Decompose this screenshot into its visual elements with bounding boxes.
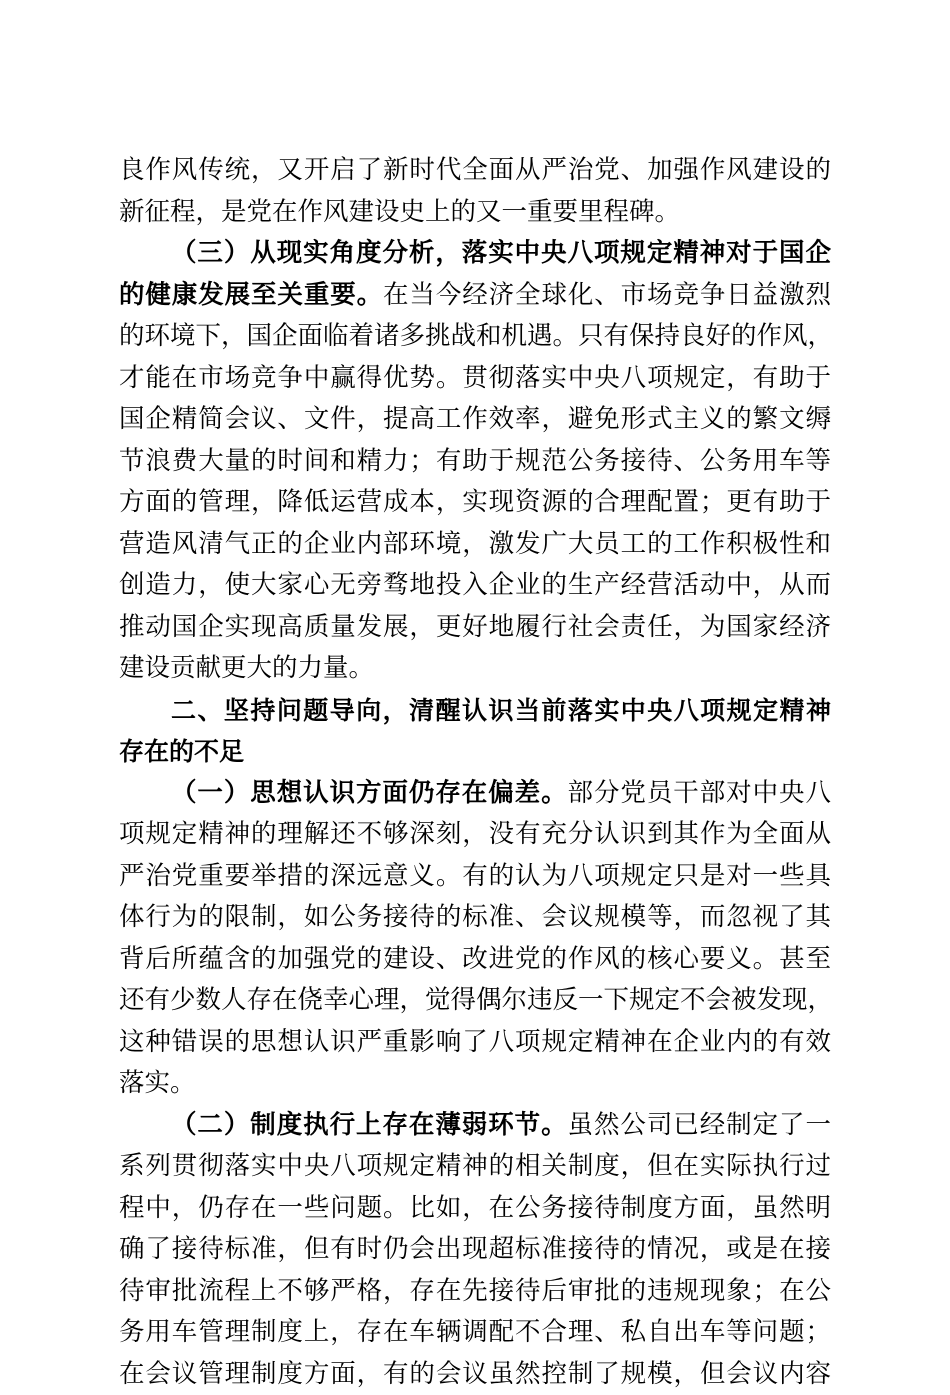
text-line: 节浪费大量的时间和精力；有助于规范公务接待、公务用车等 [119, 441, 831, 483]
paragraph-subsection-1 [119, 773, 831, 1105]
text-run: 在当今经济全球化、市场竞争日益激烈 [383, 280, 831, 310]
text-line: 良作风传统，又开启了新时代全面从严治党、加强作风建设的 [119, 150, 831, 192]
text-line: 务用车管理制度上，存在车辆调配不合理、私自出车等问题； [119, 1312, 831, 1354]
text-line: 体行为的限制，如公务接待的标准、会议规模等，而忽视了其 [119, 897, 831, 939]
text-line-bold: （三）从现实角度分析，落实中央八项规定精神对于国企 [119, 233, 831, 275]
bold-lead: （二）制度执行上存在薄弱环节。 [171, 1110, 568, 1140]
text-line: 在会议管理制度方面，有的会议虽然控制了规模，但会议内容 [119, 1354, 831, 1395]
text-line: 程中，仍存在一些问题。比如，在公务接待制度方面，虽然明 [119, 1188, 831, 1230]
paragraph-section-3 [119, 233, 831, 690]
text-line: 新征程，是党在作风建设史上的又一重要里程碑。 [119, 192, 831, 234]
text-run: 虽然公司已经制定了一 [568, 1110, 831, 1140]
text-line: 系列贯彻落实中央八项规定精神的相关制度，但在实际执行过 [119, 1146, 831, 1188]
text-line: 的环境下，国企面临着诸多挑战和机遇。只有保持良好的作风， [119, 316, 831, 358]
text-line [119, 275, 831, 317]
paragraph-continuation [119, 150, 831, 233]
text-line: 落实。 [119, 1063, 831, 1105]
text-line: 营造风清气正的企业内部环境，激发广大员工的工作积极性和 [119, 524, 831, 566]
text-line: 才能在市场竞争中赢得优势。贯彻落实中央八项规定，有助于 [119, 358, 831, 400]
text-line: 严治党重要举措的深远意义。有的认为八项规定只是对一些具 [119, 856, 831, 898]
text-line [119, 1105, 831, 1147]
heading-line: 存在的不足 [119, 731, 831, 773]
text-line: 方面的管理，降低运营成本，实现资源的合理配置；更有助于 [119, 482, 831, 524]
text-line: 国企精简会议、文件，提高工作效率，避免形式主义的繁文缛 [119, 399, 831, 441]
section-heading [119, 690, 831, 773]
text-line: 背后所蕴含的加强党的建设、改进党的作风的核心要义。甚至 [119, 939, 831, 981]
text-line: 确了接待标准，但有时仍会出现超标准接待的情况，或是在接 [119, 1229, 831, 1271]
paragraph-subsection-2 [119, 1105, 831, 1395]
text-line: 建设贡献更大的力量。 [119, 648, 831, 690]
text-run: 部分党员干部对中央八 [568, 778, 831, 808]
bold-lead: 的健康发展至关重要。 [119, 280, 383, 310]
text-line: 项规定精神的理解还不够深刻，没有充分认识到其作为全面从 [119, 814, 831, 856]
text-line: 待审批流程上不够严格，存在先接待后审批的违规现象；在公 [119, 1271, 831, 1313]
text-line: 创造力，使大家心无旁骛地投入企业的生产经营活动中，从而 [119, 565, 831, 607]
document-page [119, 150, 831, 1395]
text-line: 还有少数人存在侥幸心理，觉得偶尔违反一下规定不会被发现， [119, 980, 831, 1022]
text-line: 这种错误的思想认识严重影响了八项规定精神在企业内的有效 [119, 1022, 831, 1064]
text-line [119, 773, 831, 815]
text-line: 推动国企实现高质量发展，更好地履行社会责任，为国家经济 [119, 607, 831, 649]
bold-lead: （一）思想认识方面仍存在偏差。 [171, 778, 568, 808]
heading-line: 二、坚持问题导向，清醒认识当前落实中央八项规定精神 [119, 690, 831, 732]
